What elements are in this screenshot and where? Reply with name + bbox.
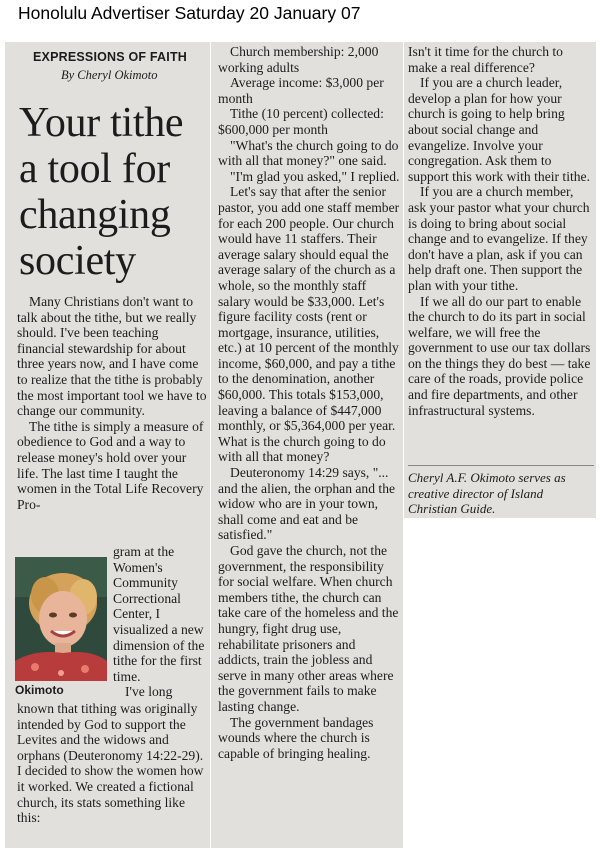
paragraph: "What's the church going to do with all that money?" one said. <box>218 137 399 169</box>
paragraph: If you are a church leader, develop a plan for how your church is going to help bring about social change and evangelize. Involve your congregation. Ask them to support this work with their tithe. <box>408 75 590 184</box>
paragraph: Many Christians don't want to talk about the tithe, but we really should. I've been teaching financial stewardship for about three years now, and I have come to realize that the tithe is probably the most important tool we have to change our community. <box>17 294 207 419</box>
paragraph: If we all do our part to enable the church to do its part in social welfare, we will free the government to use our tax dollars on the things they do best — take care of the roads, provide police and fire departments, and other infrastructural systems. <box>408 293 591 418</box>
paragraph: Isn't it time for the church to make a real difference? <box>408 44 563 75</box>
body-text-wrap <box>113 544 209 700</box>
article-column-1 <box>5 42 210 848</box>
photo-caption: Okimoto <box>15 683 64 697</box>
paragraph: "I'm glad you asked," I replied. <box>230 168 400 184</box>
paragraph: Average income: $3,000 per month <box>218 75 384 106</box>
author-bio: Cheryl A.F. Okimoto serves as creative director of Island Christian Guide. <box>408 465 594 517</box>
byline: By Cheryl Okimoto <box>61 68 158 82</box>
paragraph: Let's say that after the senior pastor, you add one staff member for each 200 people. Our church would have 11 staffers. Their average salary should equal the average salary of the church as a whole, so the monthly staff salary would be $33,000. Let's figure facility costs (rent or mortgage, insurance, utilities, etc.) at 10 percent of the monthly income, $60,000, and pay a tithe to the denomination, another $60,000. This totals $153,000, leaving a balance of $447,000 monthly, or $5,364,000 per year. What is the church going to do with all that money? <box>218 184 400 465</box>
body-text <box>17 701 207 826</box>
body-text <box>17 294 207 512</box>
paragraph: The government bandages wounds where the church is capable of bringing healing. <box>218 714 374 761</box>
paragraph: The tithe is simply a measure of obedience to God and a way to release money's hold over your life. The last time I taught the women in the Total Life Recovery Pro- <box>17 418 204 512</box>
paragraph: Tithe (10 percent) collected: $600,000 per month <box>218 106 384 137</box>
paragraph: known that tithing was originally intended by God to support the Levites and the widows and orphans (Deuteronomy 14:22-29). I decided to show the women how it worked. We created a fictional church, its stats something like this: <box>17 701 204 826</box>
paragraph: God gave the church, not the government, the responsibility for social welfare. When church members tithe, the church can take care of the homeless and the hungry, fight drug use, rehabilitate prisoners and addicts, train the jobless and serve in many other areas where the government fails to make lasting change. <box>218 543 399 714</box>
paragraph: Deuteronomy 14:29 says, "... and the alien, the orphan and the widow who are in your town, shall come and eat and be satisfied." <box>218 465 396 543</box>
body-text <box>408 44 594 418</box>
paragraph: gram at the Women's Community Correctional Center, I visualized a new dimension of the tithe for the first time. <box>113 544 205 684</box>
paragraph: Church membership: 2,000 working adults <box>218 44 379 75</box>
paragraph: I've long <box>125 684 173 700</box>
article-column-2 <box>211 42 403 848</box>
adjacent-column-bleed <box>5 62 15 842</box>
body-text <box>218 44 400 761</box>
article-column-3 <box>404 42 596 518</box>
page-caption: Honolulu Advertiser Saturday 20 January 07 <box>18 3 361 23</box>
paragraph: If you are a church member, ask your pastor what your church is doing to bring about social change and to evangelize. If they don't have a plan, ask if you can help draft one. Then support the plan with your tithe. <box>408 184 590 293</box>
author-photo <box>15 557 107 681</box>
portrait-image <box>15 557 107 681</box>
section-label: EXPRESSIONS OF FAITH <box>33 50 188 64</box>
headline: Your tithe a tool for changing society <box>19 100 184 284</box>
